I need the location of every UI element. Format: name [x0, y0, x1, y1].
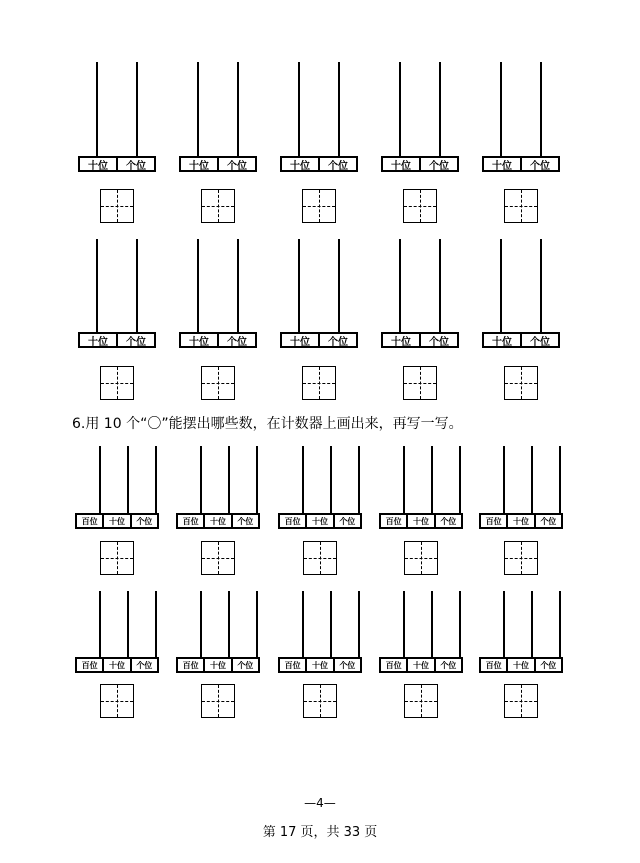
place-label-ones: 个位 — [520, 334, 558, 346]
abacus-rod — [358, 591, 360, 657]
abacus-rod — [99, 446, 101, 513]
place-label-tens: 十位 — [305, 515, 332, 527]
abacus-rod — [298, 239, 300, 332]
writing-box-20[interactable] — [504, 684, 538, 718]
writing-box-7[interactable] — [201, 366, 235, 400]
place-value-bar — [482, 156, 560, 172]
place-label-tens: 十位 — [406, 659, 433, 671]
place-label-ones: 个位 — [116, 334, 154, 346]
place-value-bar — [381, 332, 459, 348]
place-label-ones: 个位 — [419, 334, 457, 346]
place-label-tens: 十位 — [305, 659, 332, 671]
writing-box-13[interactable] — [303, 541, 337, 575]
abacus-rod — [399, 62, 401, 156]
page-footer: 第 17 页，共 33 页 — [262, 825, 378, 840]
abacus-rod — [338, 62, 340, 156]
abacus-rod — [136, 62, 138, 156]
counting-frame-9 — [381, 239, 459, 348]
abacus-rod — [155, 446, 157, 513]
place-label-tens: 十位 — [391, 160, 411, 172]
counting-frame-5 — [482, 62, 560, 172]
place-label-ones: 个位 — [231, 659, 258, 671]
writing-box-3[interactable] — [302, 189, 336, 223]
place-label-ones: 个位 — [130, 515, 157, 527]
abacus-rod — [500, 62, 502, 156]
place-label-ones: 个位 — [419, 158, 457, 170]
place-value-bar — [482, 332, 560, 348]
abacus-rod — [200, 446, 202, 513]
place-label-hundreds: 百位 — [81, 660, 98, 670]
writing-box-10[interactable] — [504, 366, 538, 400]
place-value-bar — [176, 657, 260, 673]
writing-box-9[interactable] — [403, 366, 437, 400]
place-label-ones: 个位 — [434, 659, 461, 671]
abacus-rod — [503, 591, 505, 657]
abacus-rod — [237, 62, 239, 156]
place-value-bar — [280, 332, 358, 348]
counting-frame-4 — [381, 62, 459, 172]
abacus-rod — [96, 239, 98, 332]
counting-frame-13 — [278, 446, 362, 529]
place-value-bar — [78, 332, 156, 348]
place-label-tens: 十位 — [406, 515, 433, 527]
abacus-rod — [127, 591, 129, 657]
counting-frame-17 — [176, 591, 260, 673]
abacus-rod — [99, 591, 101, 657]
place-label-hundreds: 百位 — [182, 516, 199, 526]
abacus-rod — [500, 239, 502, 332]
place-label-ones: 个位 — [130, 659, 157, 671]
abacus-rod — [459, 591, 461, 657]
place-label-ones: 个位 — [318, 158, 356, 170]
place-label-tens: 十位 — [290, 160, 310, 172]
abacus-rod — [540, 62, 542, 156]
place-value-bar — [179, 332, 257, 348]
abacus-rod — [403, 446, 405, 513]
question-6: 6.用 10 个“〇”能摆出哪些数，在计数器上画出来，再写一写。 — [72, 416, 463, 432]
abacus-rod — [298, 62, 300, 156]
writing-box-8[interactable] — [302, 366, 336, 400]
abacus-rod — [399, 239, 401, 332]
place-value-bar — [176, 513, 260, 529]
place-label-hundreds: 百位 — [385, 516, 402, 526]
abacus-rod — [338, 239, 340, 332]
place-label-tens: 十位 — [102, 515, 129, 527]
abacus-rod — [459, 446, 461, 513]
writing-box-19[interactable] — [404, 684, 438, 718]
place-value-bar — [280, 156, 358, 172]
place-label-ones: 个位 — [217, 334, 255, 346]
abacus-rod — [228, 446, 230, 513]
abacus-rod — [200, 591, 202, 657]
abacus-rod — [302, 446, 304, 513]
abacus-rod — [559, 446, 561, 513]
place-value-bar — [379, 513, 463, 529]
place-value-bar — [479, 513, 563, 529]
abacus-rod — [403, 591, 405, 657]
counting-frame-10 — [482, 239, 560, 348]
counting-frame-2 — [179, 62, 257, 172]
place-label-ones: 个位 — [333, 515, 360, 527]
place-label-tens: 十位 — [506, 659, 533, 671]
abacus-rod — [531, 591, 533, 657]
place-label-tens: 十位 — [203, 515, 230, 527]
place-label-ones: 个位 — [520, 158, 558, 170]
counting-frame-15 — [479, 446, 563, 529]
counting-frame-20 — [479, 591, 563, 673]
abacus-rod — [256, 591, 258, 657]
place-value-bar — [78, 156, 156, 172]
place-label-ones: 个位 — [534, 659, 561, 671]
abacus-rod — [302, 591, 304, 657]
abacus-rod — [559, 591, 561, 657]
place-label-ones: 个位 — [534, 515, 561, 527]
abacus-rod — [197, 239, 199, 332]
writing-box-1[interactable] — [100, 189, 134, 223]
counting-frame-8 — [280, 239, 358, 348]
abacus-rod — [439, 62, 441, 156]
writing-box-15[interactable] — [504, 541, 538, 575]
abacus-rod — [531, 446, 533, 513]
place-label-tens: 十位 — [506, 515, 533, 527]
place-label-tens: 十位 — [189, 336, 209, 348]
abacus-rod — [136, 239, 138, 332]
abacus-rod — [155, 591, 157, 657]
writing-box-14[interactable] — [404, 541, 438, 575]
place-label-tens: 十位 — [391, 336, 411, 348]
writing-box-6[interactable] — [100, 366, 134, 400]
writing-box-18[interactable] — [303, 684, 337, 718]
writing-box-4[interactable] — [403, 189, 437, 223]
counting-frame-18 — [278, 591, 362, 673]
writing-box-16[interactable] — [100, 684, 134, 718]
place-value-bar — [381, 156, 459, 172]
place-value-bar — [479, 657, 563, 673]
place-label-tens: 十位 — [290, 336, 310, 348]
place-value-bar — [379, 657, 463, 673]
abacus-rod — [439, 239, 441, 332]
writing-box-12[interactable] — [201, 541, 235, 575]
place-label-tens: 十位 — [88, 336, 108, 348]
place-label-hundreds: 百位 — [182, 660, 199, 670]
counting-frame-11 — [75, 446, 159, 529]
place-value-bar — [179, 156, 257, 172]
place-label-ones: 个位 — [333, 659, 360, 671]
writing-box-5[interactable] — [504, 189, 538, 223]
place-label-hundreds: 百位 — [485, 516, 502, 526]
place-label-hundreds: 百位 — [81, 516, 98, 526]
abacus-rod — [431, 446, 433, 513]
place-label-tens: 十位 — [102, 659, 129, 671]
abacus-rod — [358, 446, 360, 513]
place-value-bar — [278, 657, 362, 673]
counting-frame-12 — [176, 446, 260, 529]
place-label-ones: 个位 — [116, 158, 154, 170]
place-label-ones: 个位 — [318, 334, 356, 346]
counting-frame-6 — [78, 239, 156, 348]
abacus-rod — [540, 239, 542, 332]
place-label-tens: 十位 — [189, 160, 209, 172]
counting-frame-16 — [75, 591, 159, 673]
page-number: —4— — [304, 796, 336, 810]
place-label-hundreds: 百位 — [284, 660, 301, 670]
abacus-rod — [330, 446, 332, 513]
place-label-ones: 个位 — [217, 158, 255, 170]
counting-frame-7 — [179, 239, 257, 348]
place-label-hundreds: 百位 — [284, 516, 301, 526]
counting-frame-1 — [78, 62, 156, 172]
writing-box-17[interactable] — [201, 684, 235, 718]
abacus-rod — [330, 591, 332, 657]
writing-box-2[interactable] — [201, 189, 235, 223]
place-value-bar — [75, 513, 159, 529]
place-label-hundreds: 百位 — [385, 660, 402, 670]
place-label-tens: 十位 — [492, 336, 512, 348]
abacus-rod — [96, 62, 98, 156]
counting-frame-19 — [379, 591, 463, 673]
place-label-hundreds: 百位 — [485, 660, 502, 670]
abacus-rod — [431, 591, 433, 657]
counting-frame-14 — [379, 446, 463, 529]
place-label-tens: 十位 — [88, 160, 108, 172]
place-value-bar — [75, 657, 159, 673]
abacus-rod — [228, 591, 230, 657]
place-label-ones: 个位 — [434, 515, 461, 527]
abacus-rod — [127, 446, 129, 513]
abacus-rod — [503, 446, 505, 513]
place-label-tens: 十位 — [203, 659, 230, 671]
place-label-ones: 个位 — [231, 515, 258, 527]
abacus-rod — [256, 446, 258, 513]
place-value-bar — [278, 513, 362, 529]
place-label-tens: 十位 — [492, 160, 512, 172]
abacus-rod — [237, 239, 239, 332]
counting-frame-3 — [280, 62, 358, 172]
writing-box-11[interactable] — [100, 541, 134, 575]
abacus-rod — [197, 62, 199, 156]
